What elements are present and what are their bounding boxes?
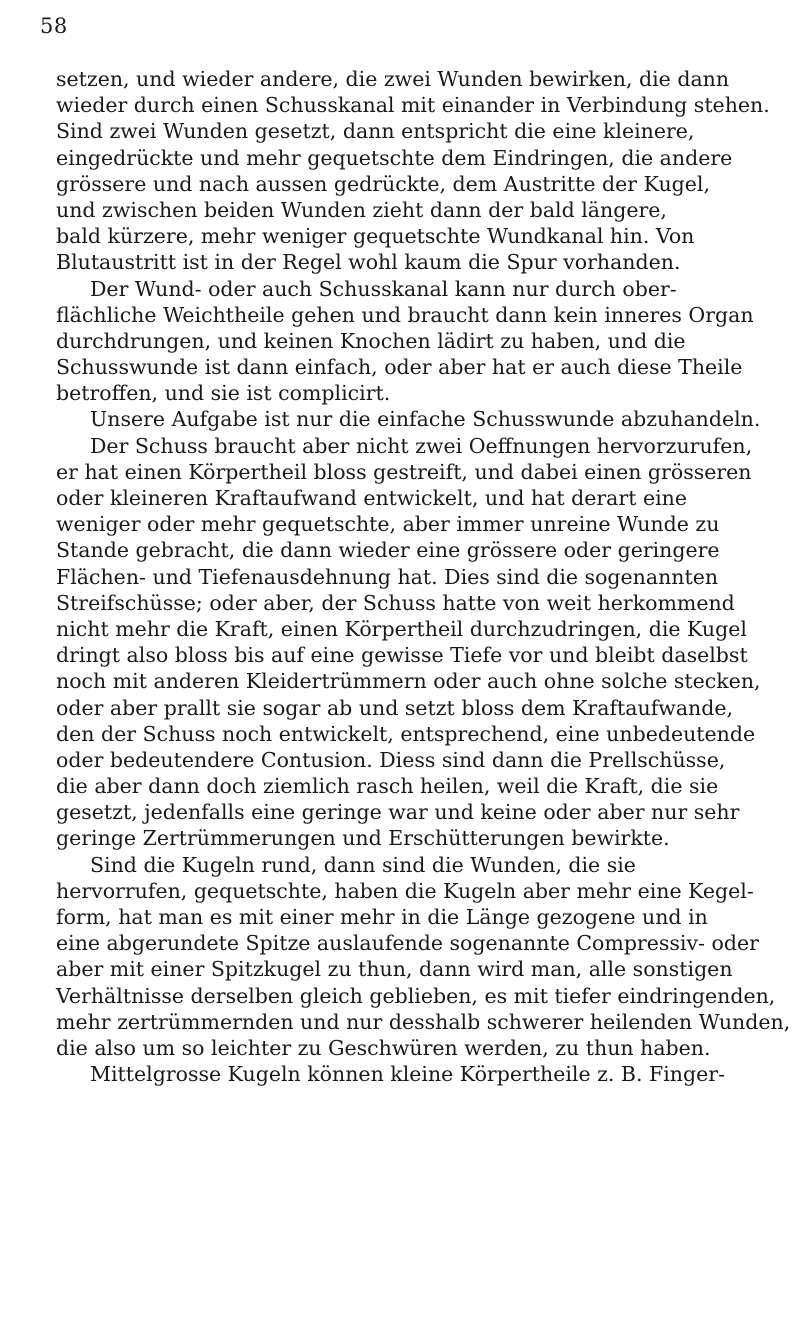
text-line: Verhältnisse derselben gleich geblieben, es mit tiefer eindringenden, xyxy=(56,983,776,1008)
text-line: Mittelgrosse Kugeln können kleine Körpertheile z. B. Finger- xyxy=(90,1062,725,1087)
text-line: hervorrufen, gequetschte, haben die Kugeln aber mehr eine Kegel- xyxy=(56,878,754,903)
text-line: die also um so leichter zu Geschwüren werden, zu thun haben. xyxy=(56,1035,711,1060)
page-number: 58 xyxy=(40,14,68,38)
text-line: mehr zertrümmernden und nur desshalb schwerer heilenden Wunden, xyxy=(56,1009,791,1034)
text-line: nicht mehr die Kraft, einen Körpertheil durchzudringen, die Kugel xyxy=(56,616,747,641)
text-line: den der Schuss noch entwickelt, entsprechend, eine unbedeutende xyxy=(56,721,756,746)
text-line: Unsere Aufgabe ist nur die einfache Schusswunde abzuhandeln. xyxy=(90,407,761,432)
text-line: Blutaustritt ist in der Regel wohl kaum die Spur vorhanden. xyxy=(56,250,681,275)
text-line: Stande gebracht, die dann wieder eine grössere oder geringere xyxy=(56,538,720,563)
text-line: Schusswunde ist dann einfach, oder aber hat er auch diese Theile xyxy=(56,355,743,380)
text-line: oder aber prallt sie sogar ab und setzt bloss dem Kraftaufwande, xyxy=(56,695,734,720)
text-line: betroffen, und sie ist complicirt. xyxy=(56,381,391,406)
text-line: oder kleineren Kraftaufwand entwickelt, und hat derart eine xyxy=(56,486,687,510)
text-line: dringt also bloss bis auf eine gewisse Tiefe vor und bleibt daselbst xyxy=(56,643,748,668)
text-line: und zwischen beiden Wunden zieht dann der bald längere, xyxy=(56,197,667,222)
text-line: geringe Zertrümmerungen und Erschütterungen bewirkte. xyxy=(56,826,670,851)
text-line: eine abgerundete Spitze auslaufende sogenannte Compressiv- oder xyxy=(56,931,759,956)
text-line: durchdrungen, und keinen Knochen lädirt zu haben, und die xyxy=(56,328,686,353)
text-line: wieder durch einen Schusskanal mit einander in Verbindung stehen. xyxy=(56,93,770,118)
text-line: setzen, und wieder andere, die zwei Wunden bewirken, die dann xyxy=(56,67,730,91)
text-line: gesetzt, jedenfalls eine geringe war und keine oder aber nur sehr xyxy=(56,800,740,825)
text-line: Streifschüsse; oder aber, der Schuss hatte von weit herkommend xyxy=(56,590,735,615)
text-line: Der Wund- oder auch Schusskanal kann nur durch ober- xyxy=(90,276,677,301)
body-text xyxy=(56,66,796,1087)
text-line: die aber dann doch ziemlich rasch heilen, weil die Kraft, die sie xyxy=(56,774,719,799)
text-line: oder bedeutendere Contusion. Diess sind dann die Prellschüsse, xyxy=(56,747,726,772)
text-line: bald kürzere, mehr weniger gequetschte Wundkanal hin. Von xyxy=(56,224,695,249)
text-line: er hat einen Körpertheil bloss gestreift, und dabei einen grösseren xyxy=(56,459,752,484)
text-line: Sind die Kugeln rund, dann sind die Wunden, die sie xyxy=(90,852,636,877)
text-line: grössere und nach aussen gedrückte, dem Austritte der Kugel, xyxy=(56,171,710,196)
text-line: eingedrückte und mehr gequetschte dem Eindringen, die andere xyxy=(56,145,733,170)
text-line: Flächen- und Tiefenausdehnung hat. Dies sind die sogenannten xyxy=(56,564,719,589)
text-line: aber mit einer Spitzkugel zu thun, dann wird man, alle sonstigen xyxy=(56,957,733,982)
text-line: weniger oder mehr gequetschte, aber immer unreine Wunde zu xyxy=(56,512,720,537)
text-line: Sind zwei Wunden gesetzt, dann entspricht die eine kleinere, xyxy=(56,119,695,144)
text-line: Der Schuss braucht aber nicht zwei Oeffnungen hervorzurufen, xyxy=(90,433,753,458)
text-line: noch mit anderen Kleidertrümmern oder auch ohne solche stecken, xyxy=(56,669,761,694)
text-line: flächliche Weichtheile gehen und braucht dann kein inneres Organ xyxy=(56,302,754,327)
text-line: form, hat man es mit einer mehr in die Länge gezogene und in xyxy=(56,905,708,929)
